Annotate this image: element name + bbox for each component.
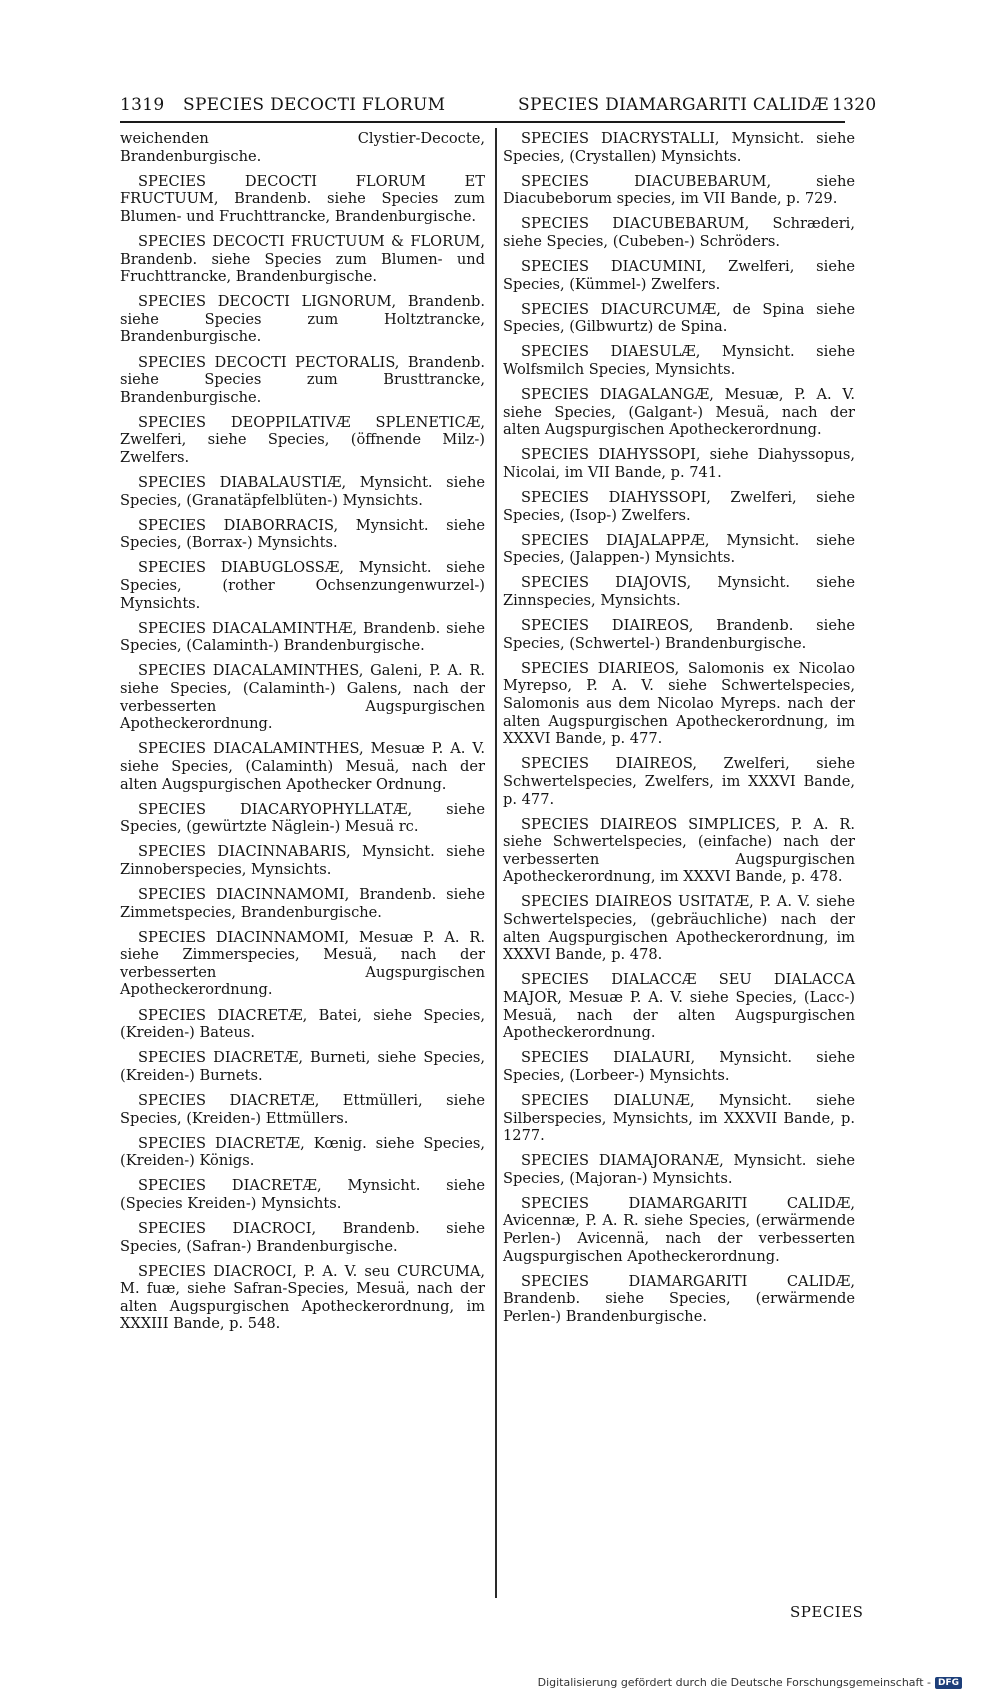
dictionary-entry: SPECIES DIACARYOPHYLLATÆ, siehe Species, (gewürtzte Näglein-) Mesuä rc. [120, 800, 485, 836]
dictionary-entry: SPECIES DIACUBEBARUM, siehe Diacubeborum species, im VII Bande, p. 729. [503, 172, 855, 208]
dictionary-entry: weichenden Clystier-Decocte, Brandenburgische. [120, 130, 485, 165]
dictionary-entry: SPECIES DIACALAMINTHES, Galeni, P. A. R. siehe Species, (Calaminth-) Galens, nach der verbesserten Augspurgischen Apotheckerordnung. [120, 662, 485, 733]
funding-footer [538, 1676, 962, 1689]
right-page-number: 1320 [832, 95, 877, 115]
dictionary-entry: SPECIES DEOPPILATIVÆ SPLENETICÆ, Zwelferi, siehe Species, (öffnende Milz-) Zwelfers. [120, 413, 485, 466]
dictionary-entry: SPECIES DIACRETÆ, Kœnig. siehe Species, (Kreiden-) Königs. [120, 1134, 485, 1170]
dictionary-entry: SPECIES DIAHYSSOPI, Zwelferi, siehe Species, (Isop-) Zwelfers. [503, 489, 855, 524]
dictionary-entry: SPECIES DIAMAJORANÆ, Mynsicht. siehe Species, (Majoran-) Mynsichts. [503, 1152, 855, 1187]
dictionary-entry: SPECIES DIAESULÆ, Mynsicht. siehe Wolfsmilch Species, Mynsichts. [503, 343, 855, 379]
dictionary-entry: SPECIES DIACINNAMOMI, Brandenb. siehe Zimmetspecies, Brandenburgische. [120, 885, 485, 921]
dictionary-entry: SPECIES DIACRYSTALLI, Mynsicht. siehe Species, (Crystallen) Mynsichts. [503, 130, 855, 165]
dictionary-entry: SPECIES DIAGALANGÆ, Mesuæ, P. A. V. siehe Species, (Galgant-) Mesuä, nach der alten Augspurgischen Apotheckerordnung. [503, 386, 855, 439]
right-running-title: SPECIES DIAMARGARITI CALIDÆ [518, 95, 829, 115]
dictionary-entry: SPECIES DIACRETÆ, Batei, siehe Species, (Kreiden-) Bateus. [120, 1006, 485, 1042]
catchword: SPECIES [790, 1603, 864, 1621]
dictionary-entry: SPECIES DIACURCUMÆ, de Spina siehe Species, (Gilbwurtz) de Spina. [503, 300, 855, 336]
dictionary-entry: SPECIES DIAMARGARITI CALIDÆ, Brandenb. siehe Species, (erwärmende Perlen-) Brandenburgische. [503, 1272, 855, 1325]
dictionary-entry: SPECIES DECOCTI FRUCTUUM & FLORUM, Brandenb. siehe Species zum Blumen- und Fruchttrancke, Brandenburgische. [120, 232, 485, 286]
dictionary-entry: SPECIES DIALUNÆ, Mynsicht. siehe Silberspecies, Mynsichts, im XXXVII Bande, p. 1277. [503, 1091, 855, 1145]
dictionary-entry: SPECIES DECOCTI LIGNORUM, Brandenb. siehe Species zum Holtztrancke, Brandenburgische. [120, 293, 485, 346]
dictionary-entry: SPECIES DIAIREOS USITATÆ, P. A. V. siehe Schwertelspecies, (gebräuchliche) nach der alten Augspurgischen Apotheckerordnung, im XXXVI Bande, p. 478. [503, 893, 855, 964]
left-column [120, 130, 485, 1341]
dictionary-entry: SPECIES DIALAURI, Mynsicht. siehe Species, (Lorbeer-) Mynsichts. [503, 1049, 855, 1084]
dictionary-entry: SPECIES DIAJALAPPÆ, Mynsicht. siehe Species, (Jalappen-) Mynsichts. [503, 531, 855, 567]
dictionary-entry: SPECIES DIAHYSSOPI, siehe Diahyssopus, Nicolai, im VII Bande, p. 741. [503, 446, 855, 481]
dictionary-entry: SPECIES DIAIREOS SIMPLICES, P. A. R. siehe Schwertelspecies, (einfache) nach der verbesserten Augspurgischen Apotheckerordnung, im XXXVI Bande, p. 478. [503, 815, 855, 886]
dictionary-entry: SPECIES DIABALAUSTIÆ, Mynsicht. siehe Species, (Granatäpfelblüten-) Mynsichts. [120, 474, 485, 509]
right-column [503, 130, 855, 1333]
dictionary-entry: SPECIES DIACALAMINTHES, Mesuæ P. A. V. siehe Species, (Calaminth) Mesuä, nach der alten Augspurgischen Apothecker Ordnung. [120, 740, 485, 793]
dictionary-entry: SPECIES DECOCTI FLORUM ET FRUCTUUM, Brandenb. siehe Species zum Blumen- und Fruchttrancke, Brandenburgische. [120, 172, 485, 225]
dictionary-entry: SPECIES DIAJOVIS, Mynsicht. siehe Zinnspecies, Mynsichts. [503, 574, 855, 610]
dictionary-entry: SPECIES DIABUGLOSSÆ, Mynsicht. siehe Species, (rother Ochsenzungenwurzel-) Mynsichts. [120, 559, 485, 612]
dictionary-entry: SPECIES DIACROCI, P. A. V. seu CURCUMA, M. fuæ, siehe Safran-Species, Mesuä, nach der alten Augspurgischen Apotheckerordnung, im XXXIII Bande, p. 548. [120, 1262, 485, 1333]
dictionary-entry: SPECIES DIACRETÆ, Ettmülleri, siehe Species, (Kreiden-) Ettmüllers. [120, 1091, 485, 1127]
left-running-title: SPECIES DECOCTI FLORUM [183, 95, 446, 115]
dictionary-entry: SPECIES DIALACCÆ SEU DIALACCA MAJOR, Mesuæ P. A. V. siehe Species, (Lacc-) Mesuä, nach der alten Augspurgischen Apotheckerordnung. [503, 971, 855, 1042]
dictionary-entry: SPECIES DIACRETÆ, Burneti, siehe Species, (Kreiden-) Burnets. [120, 1049, 485, 1084]
column-divider [495, 128, 497, 1598]
dictionary-entry: SPECIES DIARIEOS, Salomonis ex Nicolao Myrepso, P. A. V. siehe Schwertelspecies, Salomonis aus dem Nicolao Myreps. nach der alten Augspurgischen Apotheckerordnung, im XXXVI Bande, p. 477. [503, 659, 855, 748]
dictionary-entry: SPECIES DIACRETÆ, Mynsicht. siehe (Species Kreiden-) Mynsichts. [120, 1177, 485, 1212]
dictionary-entry: SPECIES DIACALAMINTHÆ, Brandenb. siehe Species, (Calaminth-) Brandenburgische. [120, 619, 485, 655]
dictionary-entry: SPECIES DIACUMINI, Zwelferi, siehe Species, (Kümmel-) Zwelfers. [503, 258, 855, 293]
left-page-number: 1319 [120, 95, 165, 115]
dictionary-entry: SPECIES DIACINNABARIS, Mynsicht. siehe Zinnoberspecies, Mynsichts. [120, 843, 485, 878]
footer-text: Digitalisierung gefördert durch die Deutsche Forschungsgemeinschaft - [537, 1676, 931, 1689]
dictionary-entry: SPECIES DIACROCI, Brandenb. siehe Species, (Safran-) Brandenburgische. [120, 1219, 485, 1255]
dictionary-entry: SPECIES DIAMARGARITI CALIDÆ, Avicennæ, P. A. R. siehe Species, (erwärmende Perlen-) Avicennä, nach der verbesserten Augspurgischen Apotheckerordnung. [503, 1194, 855, 1265]
dictionary-entry: SPECIES DIAIREOS, Brandenb. siehe Species, (Schwertel-) Brandenburgische. [503, 617, 855, 652]
dictionary-entry: SPECIES DIACINNAMOMI, Mesuæ P. A. R. siehe Zimmerspecies, Mesuä, nach der verbesserten Augspurgischen Apotheckerordnung. [120, 928, 485, 999]
dictionary-entry: SPECIES DIAIREOS, Zwelferi, siehe Schwertelspecies, Zwelfers, im XXXVI Bande, p. 477. [503, 755, 855, 808]
header-rule [120, 121, 845, 123]
dfg-logo-icon: DFG [935, 1677, 962, 1689]
dictionary-entry: SPECIES DIABORRACIS, Mynsicht. siehe Species, (Borrax-) Mynsichts. [120, 516, 485, 552]
dictionary-entry: SPECIES DECOCTI PECTORALIS, Brandenb. siehe Species zum Brusttrancke, Brandenburgische. [120, 353, 485, 406]
dictionary-entry: SPECIES DIACUBEBARUM, Schræderi, siehe Species, (Cubeben-) Schröders. [503, 215, 855, 250]
